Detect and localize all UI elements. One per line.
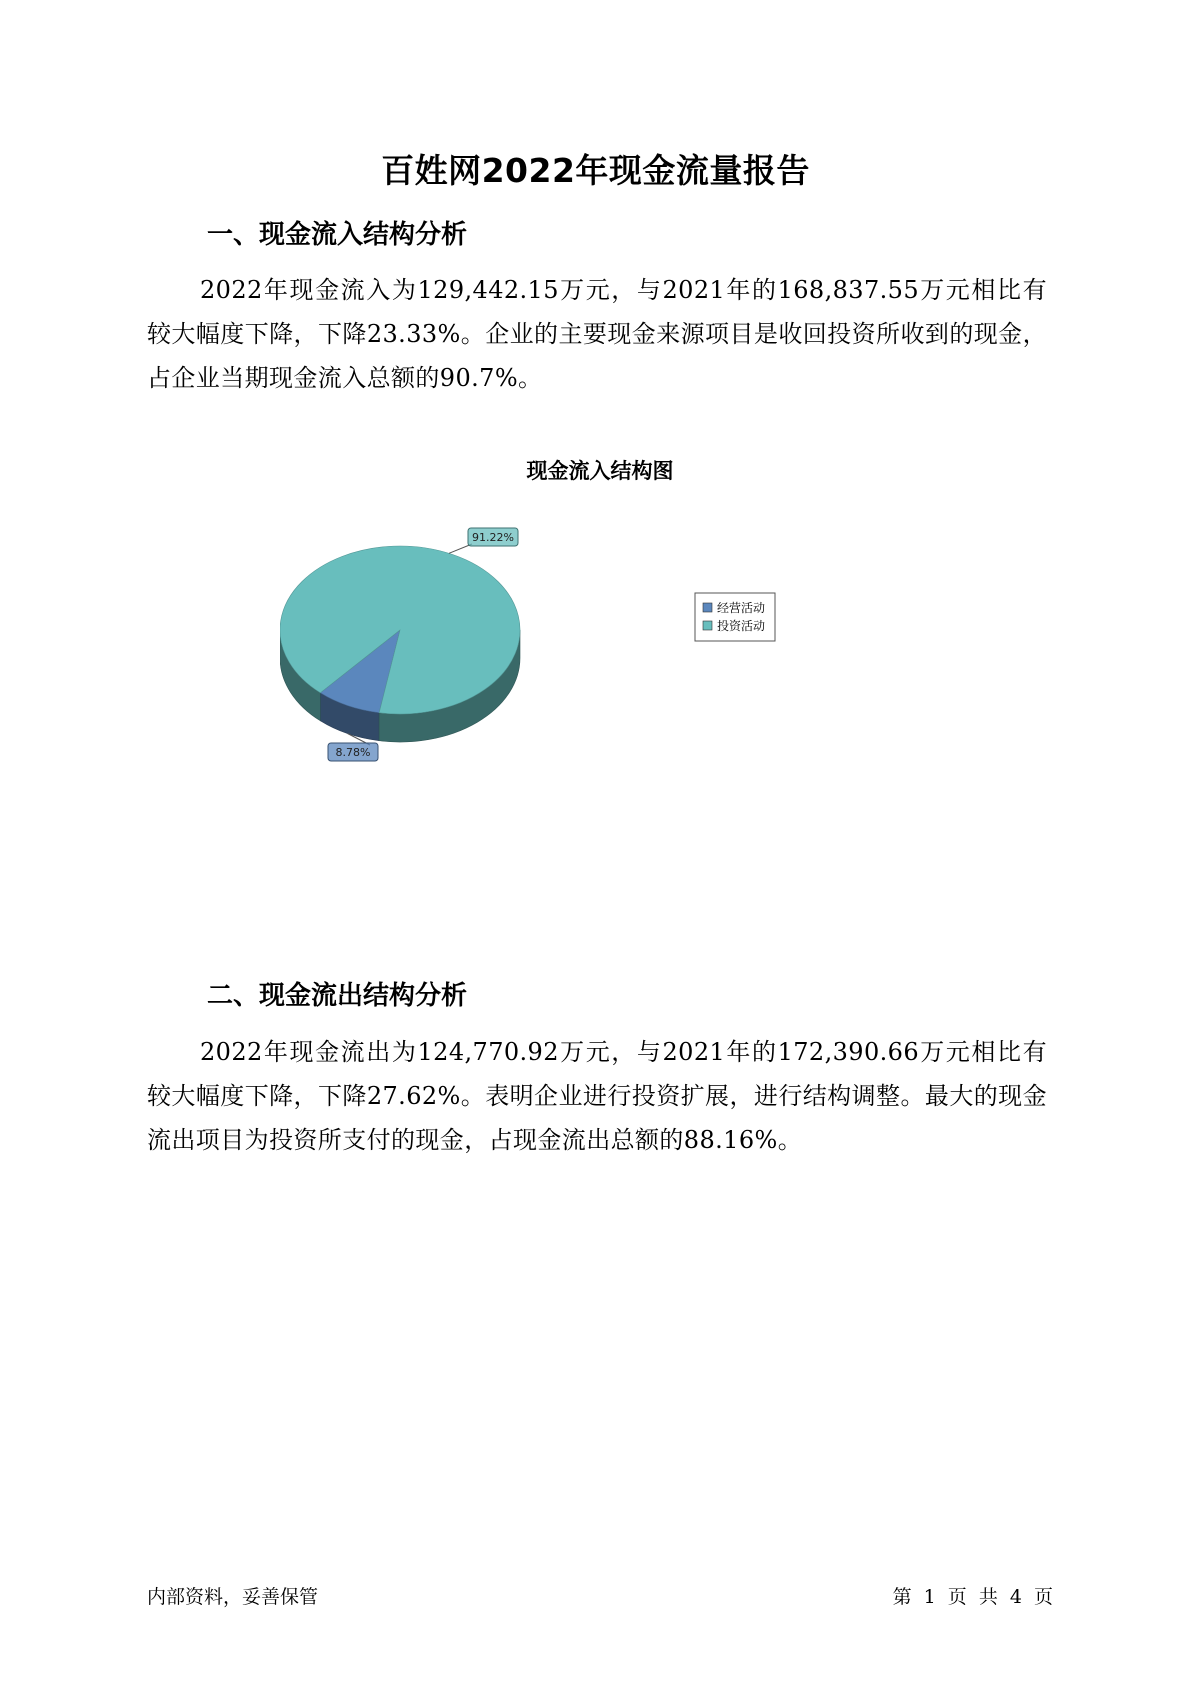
footer-confidential-note: 内部资料，妥善保管: [147, 1586, 319, 1608]
legend-label: 经营活动: [717, 601, 766, 615]
inflow-pie-chart: [280, 455, 900, 785]
pie-chart-canvas: [280, 455, 900, 785]
pie-data-label: 8.78%: [335, 746, 371, 759]
legend-swatch-投资活动: [703, 621, 712, 630]
section2-heading: 二、现金流出结构分析: [207, 981, 468, 1011]
section2-paragraph: 2022年现金流出为124,770.92万元，与2021年的172,390.66万元相比有较大幅度下降，下降27.62%。表明企业进行投资扩展，进行结构调整。最大的现金流出项目为投资所支付的现金，占现金流出总额的88.16%。: [147, 1038, 1047, 1154]
chart-title: 现金流入结构图: [526, 459, 674, 483]
footer-page-number: 第 1 页 共 4 页: [892, 1586, 1053, 1608]
legend-swatch-经营活动: [703, 603, 712, 612]
section1-heading: 一、现金流入结构分析: [207, 220, 468, 250]
document-title: 百姓网2022年现金流量报告: [381, 151, 810, 190]
pie-data-label: 91.22%: [472, 531, 514, 544]
pie-slice-投资活动: [280, 546, 520, 714]
section1-paragraph: 2022年现金流入为129,442.15万元，与2021年的168,837.55万元相比有较大幅度下降，下降23.33%。企业的主要现金来源项目是收回投资所收到的现金，占企业当期现金流入总额的90.7%。: [147, 276, 1047, 392]
legend-label: 投资活动: [717, 619, 766, 633]
